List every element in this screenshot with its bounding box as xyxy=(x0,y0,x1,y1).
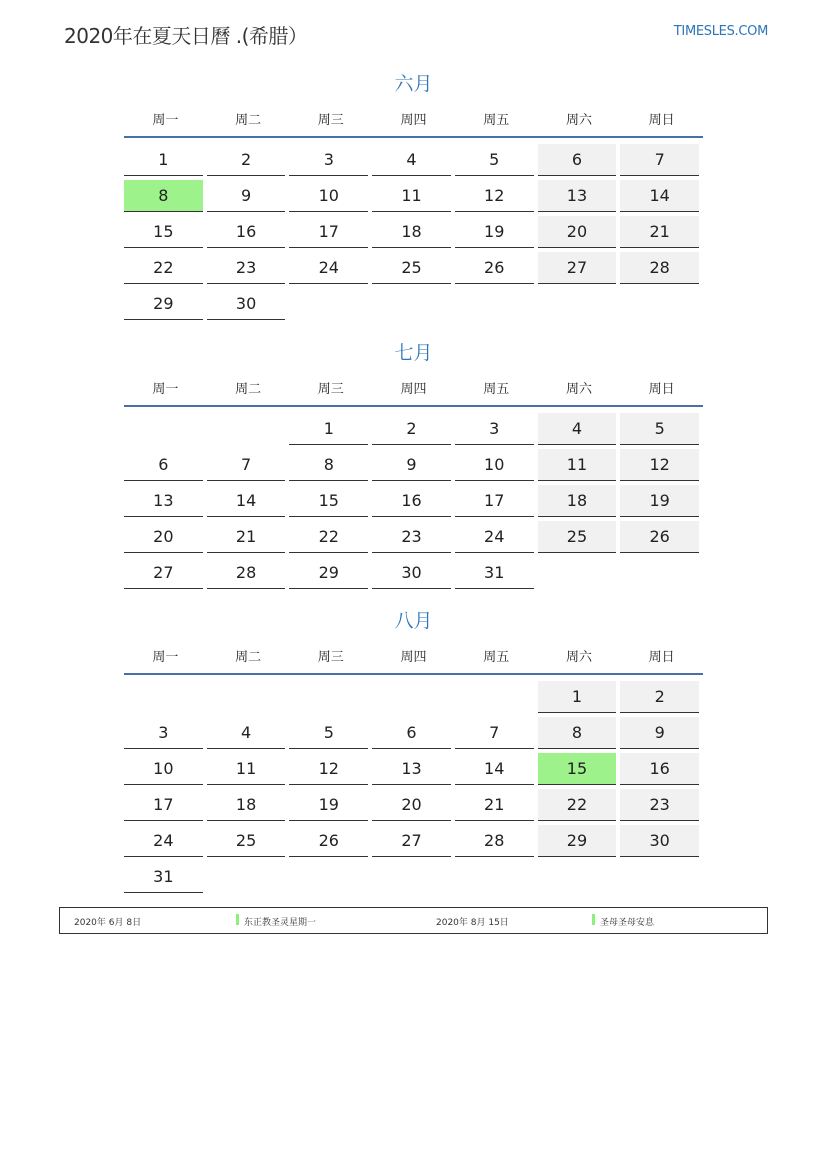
day-cell[interactable] xyxy=(207,214,290,250)
weekday-label: 周二 xyxy=(235,381,262,397)
weekday-label: 周六 xyxy=(565,112,592,128)
day-cell[interactable] xyxy=(289,715,372,751)
day-cell[interactable] xyxy=(455,715,538,751)
empty-cell xyxy=(455,679,538,715)
day-number: 6 xyxy=(538,144,617,176)
week-row xyxy=(124,286,703,322)
day-number: 5 xyxy=(455,144,534,176)
day-number: 29 xyxy=(124,288,203,320)
day-number: 10 xyxy=(455,449,534,481)
day-cell[interactable] xyxy=(620,823,703,859)
weekday-label: 周二 xyxy=(235,112,262,128)
legend-holiday-2: 圣母圣母安息 xyxy=(600,918,655,928)
empty-cell xyxy=(455,859,538,895)
day-cell[interactable] xyxy=(124,483,207,519)
day-number: 4 xyxy=(207,717,286,749)
day-cell[interactable] xyxy=(124,178,207,214)
day-number: 6 xyxy=(372,717,451,749)
day-number: 27 xyxy=(124,557,203,589)
day-number: 16 xyxy=(207,216,286,248)
day-number: 14 xyxy=(207,485,286,517)
day-cell[interactable] xyxy=(124,555,207,591)
day-cell[interactable] xyxy=(620,178,703,214)
day-cell[interactable] xyxy=(620,519,703,555)
week-row xyxy=(124,411,703,447)
day-number: 31 xyxy=(455,557,534,589)
day-number: 29 xyxy=(538,825,617,857)
day-number: 15 xyxy=(124,216,203,248)
day-cell[interactable] xyxy=(207,555,290,591)
day-number: 11 xyxy=(538,449,617,481)
day-cell[interactable] xyxy=(455,214,538,250)
site-link[interactable]: TIMESLES.COM xyxy=(673,24,768,39)
day-number: 4 xyxy=(538,413,617,445)
day-number: 14 xyxy=(455,753,534,785)
day-number: 13 xyxy=(124,485,203,517)
day-number: 7 xyxy=(207,449,286,481)
empty-cell xyxy=(620,286,703,322)
day-number: 26 xyxy=(620,521,699,553)
empty-cell xyxy=(289,286,372,322)
day-number: 7 xyxy=(620,144,699,176)
day-number: 30 xyxy=(207,288,286,320)
day-cell[interactable] xyxy=(372,447,455,483)
weekday-label: 周三 xyxy=(317,112,344,128)
day-number: 5 xyxy=(289,717,368,749)
day-cell[interactable] xyxy=(207,751,290,787)
weekday-header xyxy=(124,637,703,675)
day-cell[interactable] xyxy=(455,447,538,483)
legend-holiday-1: 东正教圣灵星期一 xyxy=(244,918,317,928)
day-number: 27 xyxy=(538,252,617,284)
day-number: 26 xyxy=(455,252,534,284)
day-number: 24 xyxy=(124,825,203,857)
day-cell[interactable] xyxy=(620,715,703,751)
day-cell[interactable] xyxy=(207,483,290,519)
empty-cell xyxy=(538,555,621,591)
day-number: 24 xyxy=(455,521,534,553)
day-number: 3 xyxy=(455,413,534,445)
day-cell[interactable] xyxy=(538,178,621,214)
day-cell[interactable] xyxy=(620,679,703,715)
week-row xyxy=(124,250,703,286)
day-number: 22 xyxy=(289,521,368,553)
week-row xyxy=(124,555,703,591)
day-cell[interactable] xyxy=(372,483,455,519)
day-cell[interactable] xyxy=(620,751,703,787)
weekday-label: 周六 xyxy=(565,381,592,397)
legend-date-1: 2020年 6月 8日 xyxy=(74,918,142,928)
empty-cell xyxy=(372,679,455,715)
day-number: 21 xyxy=(455,789,534,821)
day-cell[interactable] xyxy=(372,411,455,447)
day-number: 22 xyxy=(538,789,617,821)
day-cell[interactable] xyxy=(538,715,621,751)
week-row xyxy=(124,483,703,519)
empty-cell xyxy=(538,859,621,895)
day-number: 14 xyxy=(620,180,699,212)
day-number: 8 xyxy=(538,717,617,749)
weekday-label: 周日 xyxy=(648,381,675,397)
weekday-label: 周三 xyxy=(317,381,344,397)
day-cell[interactable] xyxy=(372,715,455,751)
day-cell[interactable] xyxy=(207,787,290,823)
day-number: 2 xyxy=(207,144,286,176)
day-cell[interactable] xyxy=(207,715,290,751)
day-cell[interactable] xyxy=(124,859,207,895)
day-number: 5 xyxy=(620,413,699,445)
day-cell[interactable] xyxy=(455,787,538,823)
month-block xyxy=(124,337,703,591)
day-cell[interactable] xyxy=(289,483,372,519)
day-number: 12 xyxy=(620,449,699,481)
day-cell[interactable] xyxy=(207,142,290,178)
day-cell[interactable] xyxy=(207,250,290,286)
empty-cell xyxy=(620,555,703,591)
day-cell[interactable] xyxy=(455,178,538,214)
day-cell[interactable] xyxy=(620,447,703,483)
day-number: 10 xyxy=(289,180,368,212)
day-number: 3 xyxy=(124,717,203,749)
weekday-label: 周四 xyxy=(400,649,427,665)
day-cell[interactable] xyxy=(289,519,372,555)
day-number: 12 xyxy=(455,180,534,212)
legend-marker-2 xyxy=(592,914,595,925)
day-cell[interactable] xyxy=(124,519,207,555)
day-number: 16 xyxy=(372,485,451,517)
day-cell[interactable] xyxy=(372,178,455,214)
weekday-header xyxy=(124,100,703,138)
day-cell[interactable] xyxy=(620,787,703,823)
day-number: 23 xyxy=(207,252,286,284)
empty-cell xyxy=(289,679,372,715)
weekday-label: 周五 xyxy=(483,112,510,128)
day-number: 31 xyxy=(124,861,203,893)
day-number: 24 xyxy=(289,252,368,284)
day-number: 19 xyxy=(289,789,368,821)
month-block xyxy=(124,68,703,322)
day-cell[interactable] xyxy=(538,679,621,715)
day-number: 19 xyxy=(620,485,699,517)
day-cell[interactable] xyxy=(289,555,372,591)
day-number: 8 xyxy=(289,449,368,481)
empty-cell xyxy=(538,286,621,322)
day-cell[interactable] xyxy=(124,286,207,322)
week-row xyxy=(124,751,703,787)
weekday-label: 周一 xyxy=(152,649,179,665)
day-number: 7 xyxy=(455,717,534,749)
day-number: 16 xyxy=(620,753,699,785)
day-number: 18 xyxy=(207,789,286,821)
weekday-label: 周二 xyxy=(235,649,262,665)
weekday-label: 周日 xyxy=(648,112,675,128)
day-cell[interactable] xyxy=(207,178,290,214)
day-cell[interactable] xyxy=(538,214,621,250)
empty-cell xyxy=(207,411,290,447)
week-row xyxy=(124,679,703,715)
day-number: 17 xyxy=(124,789,203,821)
day-number: 23 xyxy=(372,521,451,553)
legend-date-2: 2020年 8月 15日 xyxy=(436,918,509,928)
day-cell[interactable] xyxy=(124,214,207,250)
week-row xyxy=(124,823,703,859)
day-cell[interactable] xyxy=(124,787,207,823)
day-cell[interactable] xyxy=(455,142,538,178)
day-number: 1 xyxy=(124,144,203,176)
day-number: 6 xyxy=(124,449,203,481)
month-block xyxy=(124,605,703,895)
weekday-label: 周三 xyxy=(317,649,344,665)
weekday-label: 周日 xyxy=(648,649,675,665)
day-number: 28 xyxy=(620,252,699,284)
week-row xyxy=(124,715,703,751)
day-cell[interactable] xyxy=(372,555,455,591)
day-number: 9 xyxy=(620,717,699,749)
empty-cell xyxy=(124,411,207,447)
day-number: 30 xyxy=(620,825,699,857)
day-cell[interactable] xyxy=(289,823,372,859)
day-number: 8 xyxy=(124,180,203,212)
week-row xyxy=(124,214,703,250)
day-number: 20 xyxy=(372,789,451,821)
empty-cell xyxy=(372,859,455,895)
day-cell[interactable] xyxy=(372,250,455,286)
day-number: 19 xyxy=(455,216,534,248)
weekday-label: 周一 xyxy=(152,381,179,397)
day-number: 1 xyxy=(289,413,368,445)
day-cell[interactable] xyxy=(538,823,621,859)
day-number: 20 xyxy=(538,216,617,248)
page-title: 2020年在夏天日曆 .(希腊） xyxy=(64,24,308,48)
day-cell[interactable] xyxy=(289,751,372,787)
day-cell[interactable] xyxy=(620,250,703,286)
day-number: 4 xyxy=(372,144,451,176)
empty-cell xyxy=(207,859,290,895)
empty-cell xyxy=(124,679,207,715)
weekday-label: 周一 xyxy=(152,112,179,128)
day-number: 30 xyxy=(372,557,451,589)
day-cell[interactable] xyxy=(538,411,621,447)
day-number: 18 xyxy=(538,485,617,517)
day-cell[interactable] xyxy=(538,142,621,178)
day-cell[interactable] xyxy=(455,751,538,787)
month-title: 六月 xyxy=(394,73,433,95)
day-number: 22 xyxy=(124,252,203,284)
week-row xyxy=(124,178,703,214)
day-cell[interactable] xyxy=(455,250,538,286)
day-cell[interactable] xyxy=(289,787,372,823)
day-cell[interactable] xyxy=(538,787,621,823)
day-number: 10 xyxy=(124,753,203,785)
month-title: 七月 xyxy=(394,342,433,364)
day-number: 17 xyxy=(289,216,368,248)
day-number: 2 xyxy=(372,413,451,445)
day-number: 12 xyxy=(289,753,368,785)
day-number: 15 xyxy=(289,485,368,517)
day-number: 11 xyxy=(207,753,286,785)
day-number: 28 xyxy=(455,825,534,857)
day-cell[interactable] xyxy=(372,142,455,178)
empty-cell xyxy=(372,286,455,322)
day-number: 15 xyxy=(538,753,617,785)
day-number: 20 xyxy=(124,521,203,553)
day-cell[interactable] xyxy=(372,751,455,787)
day-cell[interactable] xyxy=(538,519,621,555)
empty-cell xyxy=(289,859,372,895)
day-cell[interactable] xyxy=(372,787,455,823)
day-cell[interactable] xyxy=(124,823,207,859)
day-cell[interactable] xyxy=(207,447,290,483)
day-cell[interactable] xyxy=(538,447,621,483)
day-cell[interactable] xyxy=(289,178,372,214)
day-number: 21 xyxy=(207,521,286,553)
day-number: 26 xyxy=(289,825,368,857)
weekday-label: 周四 xyxy=(400,381,427,397)
week-row xyxy=(124,142,703,178)
day-number: 25 xyxy=(207,825,286,857)
day-number: 25 xyxy=(538,521,617,553)
day-cell[interactable] xyxy=(289,250,372,286)
day-cell[interactable] xyxy=(289,142,372,178)
day-number: 11 xyxy=(372,180,451,212)
legend-marker-1 xyxy=(236,914,239,925)
day-number: 17 xyxy=(455,485,534,517)
month-title: 八月 xyxy=(394,610,433,632)
day-cell[interactable] xyxy=(455,555,538,591)
day-cell[interactable] xyxy=(620,411,703,447)
holiday-legend xyxy=(59,907,768,934)
day-cell[interactable] xyxy=(372,519,455,555)
day-number: 13 xyxy=(538,180,617,212)
day-number: 27 xyxy=(372,825,451,857)
week-row xyxy=(124,859,703,895)
day-cell[interactable] xyxy=(289,447,372,483)
week-row xyxy=(124,519,703,555)
day-number: 21 xyxy=(620,216,699,248)
day-number: 18 xyxy=(372,216,451,248)
day-cell[interactable] xyxy=(124,447,207,483)
day-cell[interactable] xyxy=(124,142,207,178)
day-cell[interactable] xyxy=(538,751,621,787)
day-number: 1 xyxy=(538,681,617,713)
day-cell[interactable] xyxy=(620,142,703,178)
week-row xyxy=(124,447,703,483)
weekday-label: 周六 xyxy=(565,649,592,665)
day-cell[interactable] xyxy=(455,823,538,859)
day-number: 9 xyxy=(207,180,286,212)
empty-cell xyxy=(455,286,538,322)
day-cell[interactable] xyxy=(289,214,372,250)
day-cell[interactable] xyxy=(455,519,538,555)
day-cell[interactable] xyxy=(455,411,538,447)
day-cell[interactable] xyxy=(620,214,703,250)
weekday-label: 周五 xyxy=(483,381,510,397)
day-cell[interactable] xyxy=(289,411,372,447)
day-cell[interactable] xyxy=(455,483,538,519)
empty-cell xyxy=(207,679,290,715)
day-cell[interactable] xyxy=(124,715,207,751)
day-number: 13 xyxy=(372,753,451,785)
week-row xyxy=(124,787,703,823)
day-number: 28 xyxy=(207,557,286,589)
day-cell[interactable] xyxy=(538,250,621,286)
day-number: 3 xyxy=(289,144,368,176)
day-cell[interactable] xyxy=(372,214,455,250)
day-number: 29 xyxy=(289,557,368,589)
day-cell[interactable] xyxy=(124,250,207,286)
weekday-header xyxy=(124,369,703,407)
weekday-label: 周五 xyxy=(483,649,510,665)
day-cell[interactable] xyxy=(207,286,290,322)
day-cell[interactable] xyxy=(207,519,290,555)
day-number: 2 xyxy=(620,681,699,713)
day-cell[interactable] xyxy=(124,751,207,787)
day-number: 23 xyxy=(620,789,699,821)
day-cell[interactable] xyxy=(207,823,290,859)
weekday-label: 周四 xyxy=(400,112,427,128)
day-cell[interactable] xyxy=(372,823,455,859)
day-number: 25 xyxy=(372,252,451,284)
day-cell[interactable] xyxy=(620,483,703,519)
empty-cell xyxy=(620,859,703,895)
day-number: 9 xyxy=(372,449,451,481)
day-cell[interactable] xyxy=(538,483,621,519)
